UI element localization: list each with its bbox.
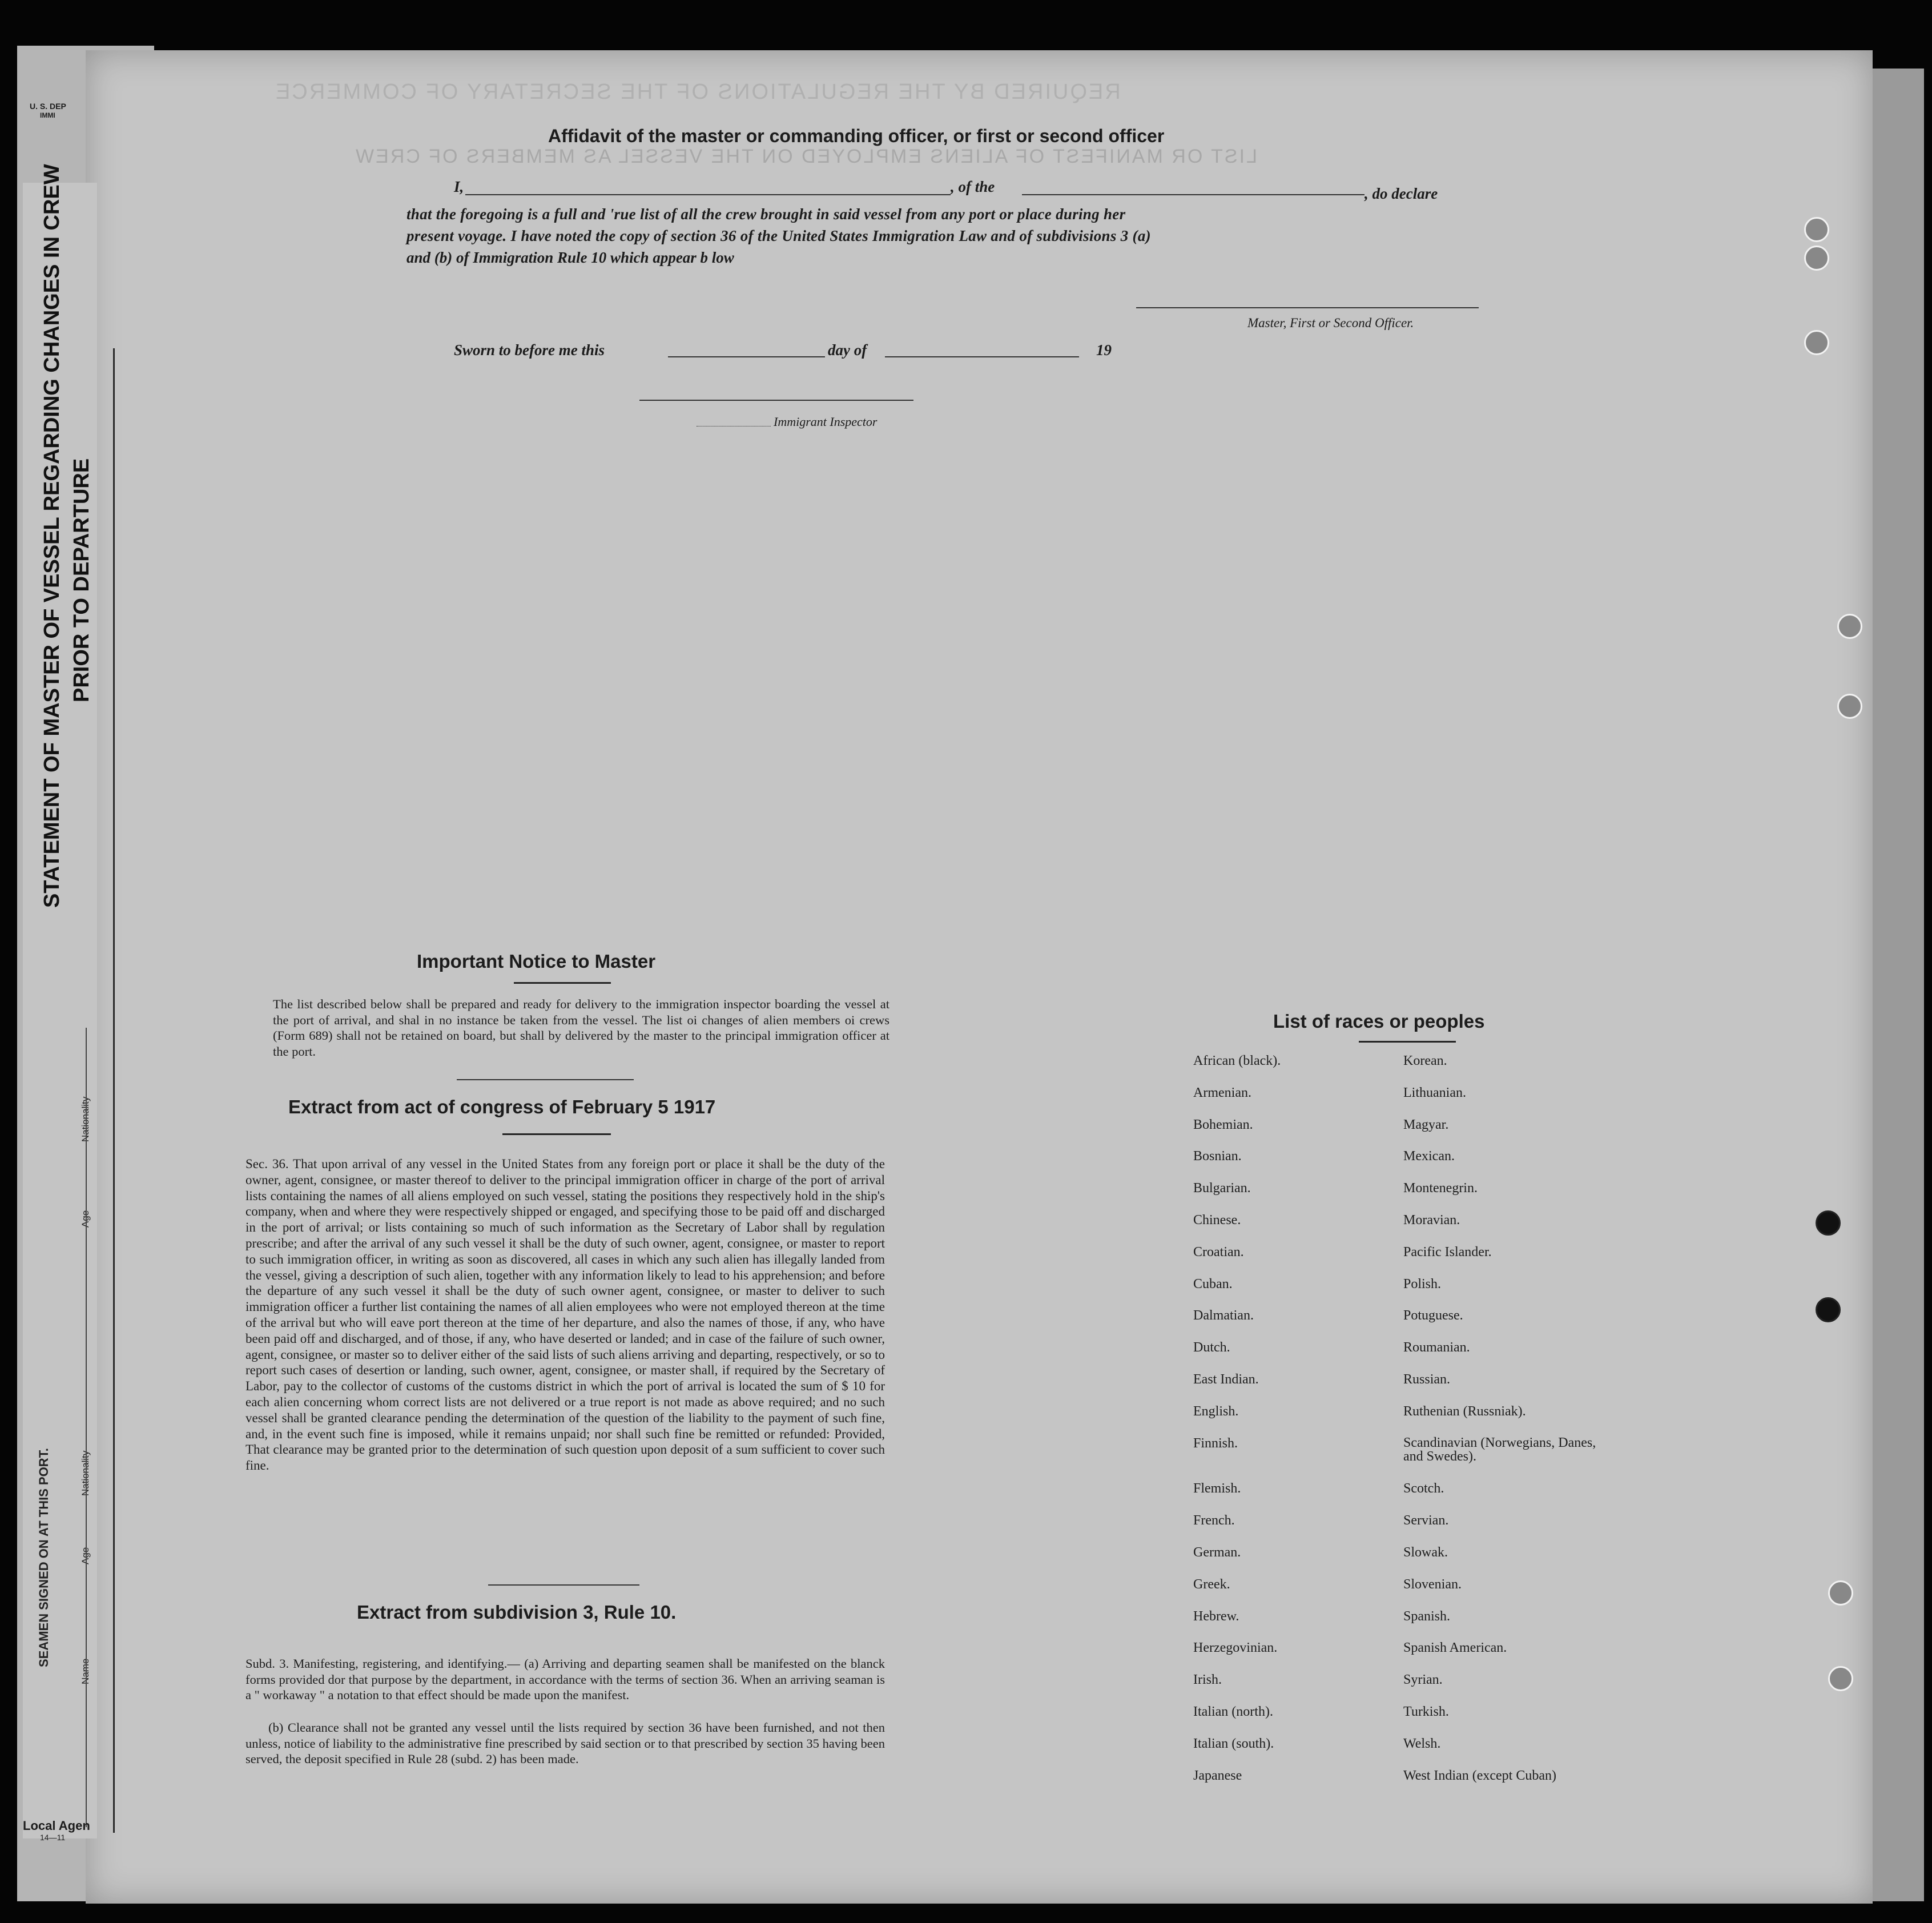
- race-item: Flemish.: [1193, 1481, 1241, 1496]
- race-item: French.: [1193, 1513, 1235, 1528]
- binder-hole-8: [1828, 1580, 1853, 1606]
- year-label: 19: [1096, 341, 1112, 359]
- race-item: Russian.: [1403, 1372, 1451, 1387]
- col-nationality-2: Nationality: [80, 1450, 91, 1496]
- race-item: Armenian.: [1193, 1085, 1251, 1100]
- page-edge-strip: [1867, 69, 1924, 1901]
- notice-heading: Important Notice to Master: [417, 951, 656, 972]
- act-rule-top: [457, 1079, 634, 1080]
- sidebar-title: STATEMENT OF MASTER OF VESSEL REGARDING CHANGES IN CREW: [40, 164, 64, 908]
- race-item: Bosnian.: [1193, 1149, 1242, 1164]
- signature-blank: [1136, 307, 1479, 308]
- signature-label: Master, First or Second Officer.: [1247, 316, 1414, 330]
- race-item: Greek.: [1193, 1576, 1230, 1592]
- col-age-1: Age: [80, 1210, 91, 1228]
- races-heading: List of races or peoples: [1273, 1011, 1485, 1032]
- race-item: Italian (north).: [1193, 1704, 1273, 1719]
- col-nationality-1: Nationality: [80, 1096, 91, 1142]
- race-item: German.: [1193, 1545, 1241, 1560]
- rule-rule-top: [488, 1584, 639, 1586]
- race-item: Herzegovinian.: [1193, 1640, 1278, 1656]
- affidavit-i: I,: [454, 178, 464, 195]
- race-item: Spanish.: [1403, 1608, 1451, 1624]
- race-item: West Indian (except Cuban): [1403, 1768, 1556, 1783]
- affidavit-title: Affidavit of the master or commanding officer, or first or second officer: [548, 126, 1165, 146]
- race-item: Slovenian.: [1403, 1576, 1462, 1592]
- inspector-blank-2: [697, 426, 771, 427]
- affidavit-of-the: , of the: [951, 178, 995, 195]
- race-item: Scotch.: [1403, 1481, 1444, 1496]
- race-item: Moravian.: [1403, 1213, 1460, 1228]
- race-item: East Indian.: [1193, 1372, 1259, 1387]
- affidavit-line3: present voyage. I have noted the copy of section 36 of the United States Immigration Law and of subdivisions 3 (a): [406, 227, 1151, 244]
- race-item: Bulgarian.: [1193, 1181, 1251, 1196]
- inspector-label: Immigrant Inspector: [774, 415, 878, 429]
- race-item: Polish.: [1403, 1276, 1442, 1292]
- binder-hole-4: [1837, 614, 1862, 639]
- race-item: Italian (south).: [1193, 1736, 1274, 1751]
- race-item: Potuguese.: [1403, 1308, 1463, 1323]
- race-item: English.: [1193, 1403, 1239, 1419]
- day-of-label: day of: [828, 341, 867, 359]
- manifest-page: [86, 50, 1873, 1904]
- signed-on-label: SEAMEN SIGNED ON AT THIS PORT.: [37, 1448, 51, 1667]
- affidavit-line4: and (b) of Immigration Rule 10 which appear b low: [406, 249, 734, 266]
- binder-hole-6: [1816, 1210, 1841, 1236]
- race-item: Ruthenian (Russniak).: [1403, 1403, 1526, 1419]
- race-item: Slowak.: [1403, 1545, 1448, 1560]
- act-heading: Extract from act of congress of February 5 1917: [288, 1096, 716, 1117]
- sidebar-rule-1: [86, 1028, 88, 1827]
- inspector-blank: [639, 400, 913, 401]
- race-item: Montenegrin.: [1403, 1181, 1478, 1196]
- binder-hole-1: [1804, 217, 1829, 242]
- race-item: Magyar.: [1403, 1117, 1449, 1132]
- race-item: Irish.: [1193, 1672, 1222, 1688]
- binder-hole-2: [1804, 246, 1829, 271]
- race-item: Mexican.: [1403, 1149, 1455, 1164]
- us-dept-label: U. S. DEP: [30, 102, 66, 111]
- bleedthrough-subheader: REQUIRED BY THE REGULATIONS OF THE SECRETARY OF COMMERCE: [274, 80, 1121, 104]
- races-underline: [1359, 1041, 1456, 1043]
- rule-text-a: Subd. 3. Manifesting, registering, and identifying.— (a) Arriving and departing seamen shall be manifested on the blanck forms provided dor that purpose by the department, in accordance with the terms of section 36. When an arriving seaman is a " workaway " a notation to that effect should be made upon the manifest.: [245, 1656, 885, 1702]
- affidavit-line2: that the foregoing is a full and 'rue list of all the crew brought in said vessel from any port or place during her: [406, 206, 1126, 223]
- sidebar-subtitle: PRIOR TO DEPARTURE: [70, 458, 94, 702]
- binder-hole-5: [1837, 694, 1862, 719]
- bleedthrough-header: LIST OR MANIFEST OF ALIENS EMPLOYED ON THE VESSEL AS MEMBERS OF CREW: [354, 146, 1257, 167]
- local-agent-label: Local Agen: [23, 1819, 90, 1833]
- race-item: Pacific Islander.: [1403, 1244, 1492, 1260]
- race-item: Croatian.: [1193, 1244, 1244, 1260]
- race-item: Syrian.: [1403, 1672, 1443, 1688]
- race-item: Servian.: [1403, 1513, 1449, 1528]
- race-item: Dutch.: [1193, 1340, 1230, 1355]
- race-item: Hebrew.: [1193, 1608, 1239, 1624]
- race-item: Dalmatian.: [1193, 1308, 1254, 1323]
- notice-underline: [514, 982, 611, 984]
- notice-text: The list described below shall be prepared and ready for delivery to the immigration inspector boarding the vessel at the port of arrival, and shal in no instance be taken from the vessel. The list oi changes of alien members oi crews (Form 689) shall not be retained on board, but shall by delivered by the master to the principal immigration officer at the port.: [273, 997, 889, 1059]
- race-item: Cuban.: [1193, 1276, 1233, 1292]
- race-item: African (black).: [1193, 1053, 1281, 1068]
- race-item: Bohemian.: [1193, 1117, 1253, 1132]
- sworn-day-blank: [668, 356, 825, 357]
- name-blank: [465, 194, 951, 195]
- race-item: Spanish American.: [1403, 1640, 1507, 1656]
- sworn-month-blank: [885, 356, 1079, 357]
- race-item: Finnish.: [1193, 1435, 1238, 1451]
- affidavit-declare: , do declare: [1365, 185, 1438, 202]
- race-item: Welsh.: [1403, 1736, 1441, 1751]
- race-item: Roumanian.: [1403, 1340, 1470, 1355]
- form-number: 14—11: [40, 1833, 66, 1842]
- race-item: Korean.: [1403, 1053, 1447, 1068]
- vessel-blank: [1022, 194, 1365, 195]
- col-age-2: Age: [80, 1547, 91, 1564]
- rule-heading: Extract from subdivision 3, Rule 10.: [357, 1602, 677, 1623]
- race-item: Turkish.: [1403, 1704, 1449, 1719]
- col-name: Name: [80, 1658, 91, 1684]
- sworn-label: Sworn to before me this: [454, 341, 605, 359]
- content-frame-left: [113, 348, 115, 1833]
- act-text: Sec. 36. That upon arrival of any vessel in the United States from any foreign port or place it shall be the duty of the owner, agent, consignee, or master thereof to deliver to the principal immigration officer in charge of the port of arrival lists containing the names of all aliens employed on such vessel, stating the positions they respectively hold in the ship's company, when and where they were respectively shipped or engaged, and specifying those to be paid off and discharged in the port of arrival; or lists containing so much of such information as the Secretary of Labor shall by regulation prescribe; and after the arrival of any such vessel it shall be the duty of such owner, agent, consignee, or master to report to such immigration officer, in writing as soon as discovered, all cases in which any such alien has illegally landed from the vessel, giving a description of such alien, together with any information likely to lead to his apprehension; and before the departure of any such vessel it shall be the duty of such owner agent, consignee, or master to deliver to such immigration officer a further list containing the names of all alien employees who were not employed thereon at the time of the arrival but who will eave port thereon at the time of her departure, and also the names of those, if any, who have been paid off and discharged, and of those, if any, who have deserted or landed; and in case of the failure of such owner, agent, consignee, or master so to deliver either of the said lists of such aliens arriving and departing, respectively, or so to report such cases of desertion or landing, such owner, agent, consignee, or master shall, if required by the Secretary of Labor, pay to the collector of customs of the customs district in which the port of arrival is located the sum of $ 10 for each alien concerning whom correct lists are not delivered or a true report is not made as above required; and no such vessel shall be granted clearance pending the determination of the question of the liability to the payment of such fine, and, in the event such fine is imposed, while it remains unpaid; nor shall such fine be remitted or refunded: Provided, That clearance may be granted prior to the determination of such question upon deposit of a sum sufficient to cover such fine.: [245, 1157, 885, 1473]
- act-rule-bottom: [502, 1133, 611, 1135]
- binder-hole-9: [1828, 1666, 1853, 1691]
- binder-hole-7: [1816, 1297, 1841, 1322]
- race-item: Scandinavian (Norwegians, Danes, and Swedes).: [1403, 1435, 1596, 1464]
- rule-text-b: (b) Clearance shall not be granted any vessel until the lists required by section 36 have been furnished, and not then unless, notice of liability to the administrative fine prescribed by said section or to that prescribed by section 35 having been served, the deposit specified in Rule 28 (subd. 2) has been made.: [245, 1720, 885, 1766]
- race-item: Japanese: [1193, 1768, 1242, 1783]
- binder-hole-3: [1804, 330, 1829, 355]
- race-item: Chinese.: [1193, 1213, 1241, 1228]
- race-item: Lithuanian.: [1403, 1085, 1466, 1100]
- immi-label: IMMI: [40, 111, 55, 119]
